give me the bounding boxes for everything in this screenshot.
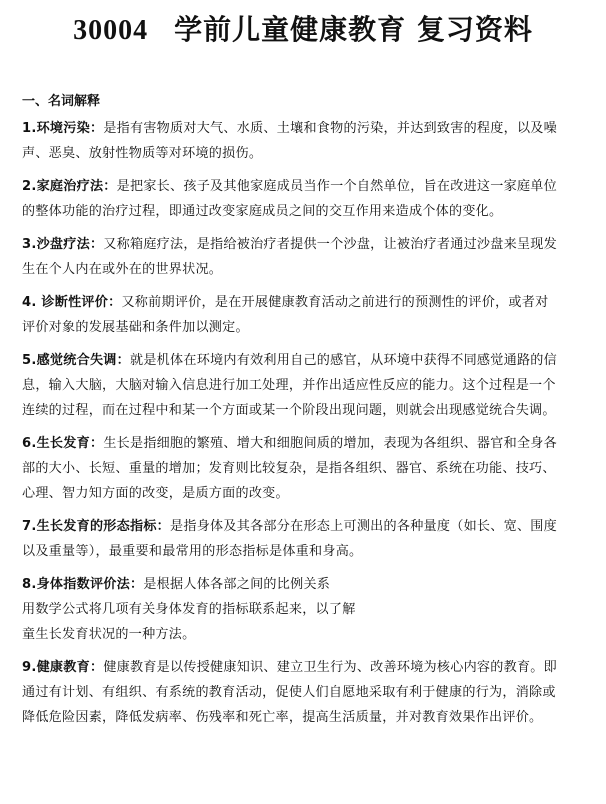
- definition-line: [22, 680, 588, 705]
- definition-line: [22, 257, 588, 282]
- definition-line: [22, 398, 588, 423]
- definition-text: 降低危险因素，降低发病率、伤残率和死亡率，提高生活质量，并对教育效果作出评价。: [22, 710, 543, 725]
- term-label: 6.生长发育：: [22, 436, 104, 451]
- course-code: 30004: [73, 15, 149, 46]
- definition-line: [22, 431, 588, 456]
- glossary-item: [22, 514, 588, 564]
- definition-text: 通过有计划、有组织、有系统的教育活动，促使人们自愿地采取有利于健康的行为，消除或: [22, 685, 556, 700]
- definition-line: [22, 315, 588, 340]
- definition-line: [22, 141, 588, 166]
- definition-text: 用数学公式将几项有关身体发育的指标联系起来，以了解: [22, 602, 356, 617]
- definition-text: 是把家长、孩子及其他家庭成员当作一个自然单位，旨在改进这一家庭单位: [116, 179, 557, 194]
- glossary-item: [22, 431, 588, 506]
- definition-line: [22, 622, 588, 647]
- definition-line: [22, 655, 588, 680]
- definition-line: [22, 373, 588, 398]
- definition-line: [22, 456, 588, 481]
- definition-text: 生在个人内在或外在的世界状况。: [22, 262, 223, 277]
- definition-line: [22, 116, 588, 141]
- definition-line: [22, 348, 588, 373]
- definition-line: [22, 174, 588, 199]
- glossary-list: [22, 116, 588, 738]
- definition-text: 童生长发育状况的一种方法。: [22, 627, 196, 642]
- definition-text: 就是机体在环境内有效利用自己的感官，从环境中获得不同感觉通路的信: [130, 353, 557, 368]
- definition-line: [22, 705, 588, 730]
- definition-text: 是指有害物质对大气、水质、土壤和食物的污染，并达到致害的程度，以及噪: [103, 121, 557, 136]
- glossary-item: [22, 232, 588, 282]
- definition-text: 又称箱庭疗法，是指给被治疗者提供一个沙盘，让被治疗者通过沙盘来呈现发: [103, 237, 557, 252]
- term-label: 3.沙盘疗法：: [22, 237, 104, 252]
- definition-text: 又称前期评价，是在开展健康教育活动之前进行的预测性的评价，或者对: [121, 295, 549, 310]
- glossary-item: [22, 348, 588, 423]
- term-label: 5.感觉统合失调：: [22, 353, 130, 368]
- definition-text: 连续的过程，而在过程中和某一个方面或某一个阶段出现问题，则就会出现感觉统合失调。: [22, 403, 556, 418]
- definition-text: 生长是指细胞的繁殖、增大和细胞间质的增加，表现为各组织、器官和全身各: [103, 436, 557, 451]
- definition-text: 以及重量等），最重要和最常用的形态指标是体重和身高。: [22, 544, 363, 559]
- definition-text: 心理、智力知方面的改变，是质方面的改变。: [22, 486, 289, 501]
- section-heading: 一、名词解释: [22, 94, 101, 109]
- definition-text: 的整体功能的治疗过程，即通过改变家庭成员之间的交互作用来造成个体的变化。: [22, 204, 503, 219]
- definition-line: [22, 514, 588, 539]
- term-label: 7.生长发育的形态指标：: [22, 519, 171, 534]
- definition-text: 评价对象的发展基础和条件加以测定。: [22, 320, 249, 335]
- definition-line: [22, 572, 588, 597]
- definition-line: [22, 290, 588, 315]
- definition-text: 部的大小、长短、重量的增加；发育则比较复杂，是指各组织、器官、系统在功能、技巧、: [22, 461, 556, 476]
- term-label: 1.环境污染：: [22, 121, 104, 136]
- definition-line: [22, 199, 588, 224]
- glossary-item: [22, 655, 588, 730]
- term-label: 9.健康教育：: [22, 660, 104, 675]
- glossary-item: [22, 290, 588, 340]
- glossary-item: [22, 116, 588, 166]
- definition-text: 声、恶臭、放射性物质等对环境的损伤。: [22, 146, 263, 161]
- definition-line: [22, 232, 588, 257]
- glossary-item: [22, 174, 588, 224]
- glossary-item: [22, 572, 588, 647]
- definition-text: 息，输入大脑，大脑对输入信息进行加工处理，并作出适应性反应的能力。这个过程是一个: [22, 378, 556, 393]
- definition-text: 是根据人体各部之间的比例关系: [143, 577, 331, 592]
- definition-line: [22, 539, 588, 564]
- document-title: [0, 8, 606, 48]
- definition-line: [22, 481, 588, 506]
- term-label: 4. 诊断性评价：: [22, 295, 122, 310]
- definition-text: 健康教育是以传授健康知识、建立卫生行为、改善环境为核心内容的教育。即: [103, 660, 557, 675]
- title-text: 学前儿童健康教育 复习资料: [174, 13, 533, 46]
- definition-text: 是指身体及其各部分在形态上可测出的各种量度（如长、宽、围度: [170, 519, 557, 534]
- definition-line: [22, 597, 588, 622]
- term-label: 8.身体指数评价法：: [22, 577, 144, 592]
- term-label: 2.家庭治疗法：: [22, 179, 117, 194]
